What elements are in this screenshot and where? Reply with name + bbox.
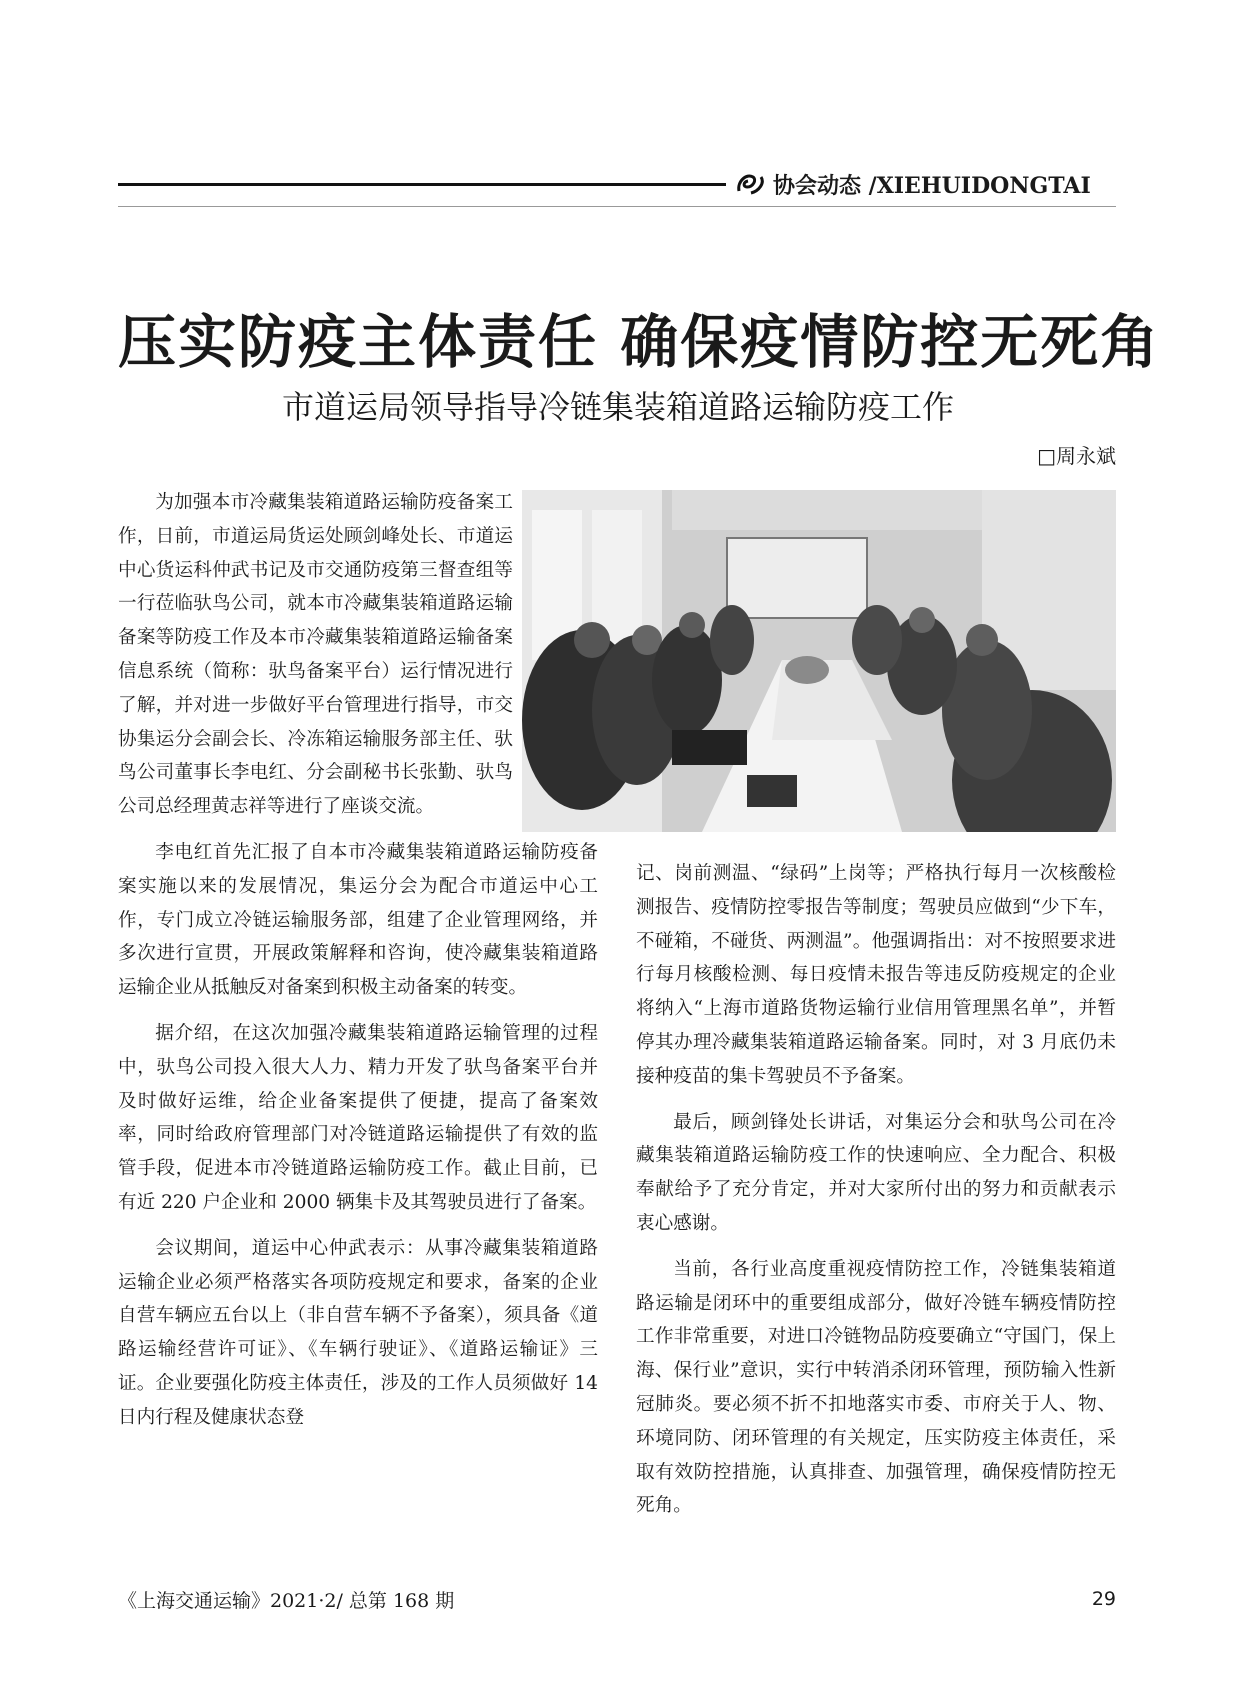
page-number: 29 [1091,1588,1116,1610]
association-logo-icon [735,171,765,197]
section-tag [735,168,1091,200]
column-right [636,857,1116,1535]
section-label: 协会动态 /XIEHUIDONGTAI [773,172,1091,199]
article-title: 压实防疫主体责任 确保疫情防控无死角 [118,308,1161,376]
paragraph: 会议期间，道运中心仲武表示：从事冷藏集装箱道路运输企业必须严格落实各项防疫规定和要求，备案的企业自营车辆应五台以上（非自营车辆不予备案），须具备《道路运输经营许可证》、《车辆行驶证》、《道路运输证》三证。企业要强化防疫主体责任，涉及的工作人员须做好 14 日内行程及健康状态登 [118,1237,598,1428]
journal-issue: 《上海交通运输》2021·2/ 总第 168 期 [118,1590,455,1612]
paragraph: 为加强本市冷藏集装箱道路运输防疫备案工作，日前，市道运局货运处顾剑峰处长、市道运中心货运科仲武书记及市交通防疫第三督查组等一行莅临驮鸟公司，就本市冷藏集装箱道路运输备案等防疫工作及本市冷藏集装箱道路运输备案信息系统（简称：驮鸟备案平台）运行情况进行了解，并对进一步做好平台管理进行指导，市交协集运分会副会长、冷冻箱运输服务部主任、驮鸟公司董事长李电红、分会副秘书长张勤、驮鸟公司总经理黄志祥等进行了座谈交流。 [118,492,513,818]
paragraph: 据介绍，在这次加强冷藏集装箱道路运输管理的过程中，驮鸟公司投入很大人力、精力开发了驮鸟备案平台并及时做好运维，给企业备案提供了便捷，提高了备案效率，同时给政府管理部门对冷链道路运输提供了有效的监管手段，促进本市冷链道路运输防疫工作。截止目前，已有近 220 户企业和 2000 辆集卡及其驾驶员进行了备案。 [118,1022,598,1213]
paragraph: 最后，顾剑锋处长讲话，对集运分会和驮鸟公司在冷藏集装箱道路运输防疫工作的快速响应、全力配合、积极奉献给予了充分肯定，并对大家所付出的努力和贡献表示衷心感谢。 [636,1111,1116,1234]
paragraph: 李电红首先汇报了自本市冷藏集装箱道路运输防疫备案实施以来的发展情况，集运分会为配合市道运中心工作，专门成立冷链运输服务部，组建了企业管理网络，并多次进行宣贯，开展政策解释和咨询，使冷藏集装箱道路运输企业从抵触反对备案到积极主动备案的转变。 [118,841,598,999]
paragraph: 记、岗前测温、“绿码”上岗等；严格执行每月一次核酸检测报告、疫情防控零报告等制度；驾驶员应做到“少下车，不碰箱，不碰货、两测温”。他强调指出：对不按照要求进行每月核酸检测、每日疫情未报告等违反防疫规定的企业将纳入“上海市道路货物运输行业信用管理黑名单”，并暂停其办理冷藏集装箱道路运输备案。同时，对 3 月底仍未接种疫苗的集卡驾驶员不予备案。 [636,863,1116,1087]
paragraph: 当前，各行业高度重视疫情防控工作，冷链集装箱道路运输是闭环中的重要组成部分，做好冷链车辆疫情防控工作非常重要，对进口冷链物品防疫要确立“守国门，保上海、保行业”意识，实行中转消杀闭环管理，预防输入性新冠肺炎。要必须不折不扣地落实市委、市府关于人、物、环境同防、闭环管理的有关规定，压实防疫主体责任，采取有效防控措施，认真排查、加强管理，确保疫情防控无死角。 [636,1258,1116,1517]
article-author: □周永斌 [1037,444,1116,468]
meeting-photo [522,490,1116,832]
column-left [118,486,598,1447]
article-subtitle: 市道运局领导指导冷链集装箱道路运输防疫工作 [281,388,954,426]
header-rule [118,183,726,186]
header-rule-thin [118,206,1116,207]
